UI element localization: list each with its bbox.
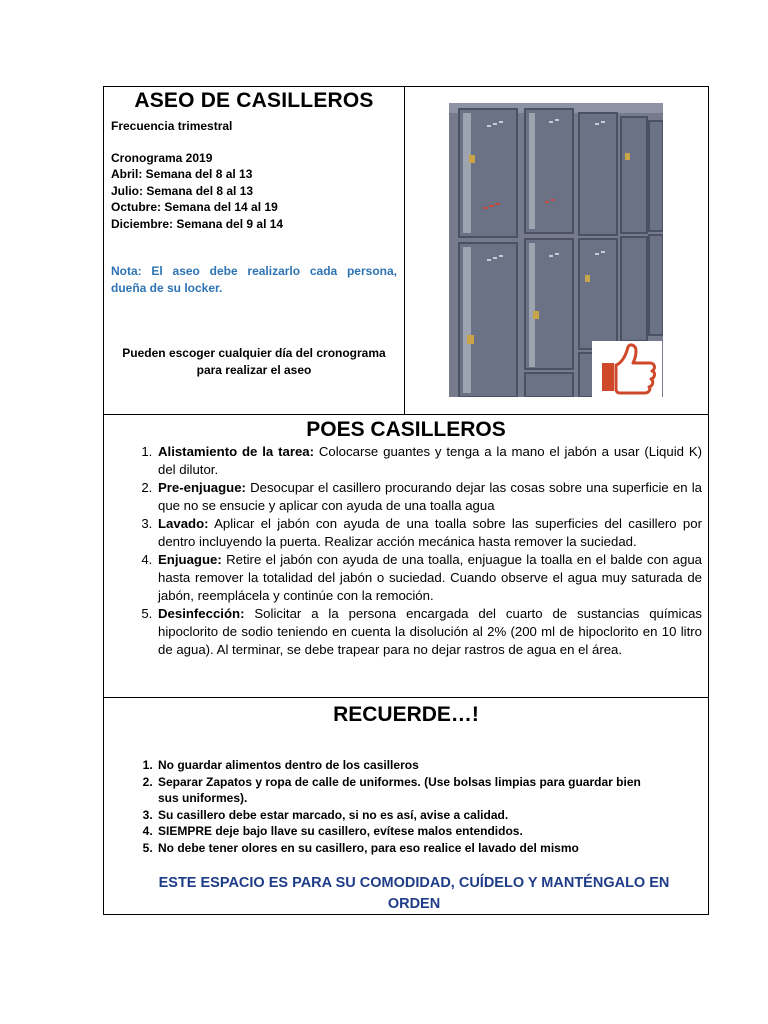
poes-step <box>156 479 702 515</box>
column-divider <box>404 87 405 414</box>
recuerde-title: RECUERDE…! <box>333 703 479 726</box>
section-divider <box>104 697 708 698</box>
schedule-item-july: Julio: Semana del 8 al 13 <box>111 183 254 198</box>
step-label: Enjuague: <box>158 552 222 567</box>
step-label: Alistamiento de la tarea: <box>158 444 315 459</box>
schedule-item-april: Abril: Semana del 8 al 13 <box>111 167 253 181</box>
footer-message: ESTE ESPACIO ES PARA SU COMODIDAD, CUÍDELO Y MANTÉNGALO EN ORDEN <box>158 875 670 912</box>
thumbs-up-icon <box>592 341 662 397</box>
poes-step <box>156 443 702 479</box>
poes-step <box>156 551 702 605</box>
list-item: 5. No debe tener olores en su casillero, para eso realice el lavado del mismo <box>156 840 664 857</box>
schedule-title: Cronograma 2019 <box>111 151 213 165</box>
step-text: Colocarse guantes y tenga a la mano el jabón a usar (Liquid K) del dilutor. <box>158 444 703 477</box>
poes-title: POES CASILLEROS <box>306 418 506 441</box>
poes-steps <box>104 443 702 659</box>
step-text: Solicitar a la persona encargada del cuarto de sustancias químicas hipoclorito de sodio teniendo en cuenta la disolución al 2% (200 ml de hipoclorito en 10 litro de agua). Al terminar, se debe trapear para no dejar rastros de agua en el área. <box>158 606 702 657</box>
section-divider <box>104 414 708 415</box>
list-item: 3. Su casillero debe estar marcado, si no es así, avise a calidad. <box>156 807 664 824</box>
schedule-item-october: Octubre: Semana del 14 al 19 <box>111 200 278 214</box>
note-text: Nota: El aseo debe realizarlo cada persona, dueña de su locker. <box>111 264 397 295</box>
recuerde-list <box>104 757 664 856</box>
pick-day-text: Pueden escoger cualquier día del cronograma para realizar el aseo <box>122 346 386 377</box>
list-item: 1. No guardar alimentos dentro de los casilleros <box>156 757 664 774</box>
step-label: Desinfección: <box>158 606 245 621</box>
step-text: Aplicar el jabón con ayuda de una toalla sobre las superficies del casillero por dentro incluyendo la puerta. Realizar acción mecánica hasta remover la suciedad. <box>158 516 702 549</box>
frequency-text: Frecuencia trimestral <box>111 119 233 133</box>
poes-step <box>156 605 702 659</box>
step-label: Pre-enjuague: <box>158 480 246 495</box>
step-text: Desocupar el casillero procurando dejar las cosas sobre una superficie en la que no se ensucie y aplicar con ayuda de una toalla agua <box>158 480 702 513</box>
schedule-item-december: Diciembre: Semana del 9 al 14 <box>111 216 284 231</box>
step-label: Lavado: <box>158 516 209 531</box>
list-item: 4. SIEMPRE deje bajo llave su casillero, evítese malos entendidos. <box>156 823 664 840</box>
page-title: ASEO DE CASILLEROS <box>134 89 374 112</box>
step-text: Retire el jabón con ayuda de una toalla, enjuague la toalla en el balde con agua hasta remover la totalidad del jabón o suciedad. Cuando observe el agua muy saturada de jabón, reemplácela y continúe con la remoción. <box>158 552 702 603</box>
document-table <box>103 86 709 915</box>
list-item: 2. Separar Zapatos y ropa de calle de uniformes. (Use bolsas limpias para guardar bien sus uniformes). <box>156 774 664 807</box>
poes-step <box>156 515 702 551</box>
